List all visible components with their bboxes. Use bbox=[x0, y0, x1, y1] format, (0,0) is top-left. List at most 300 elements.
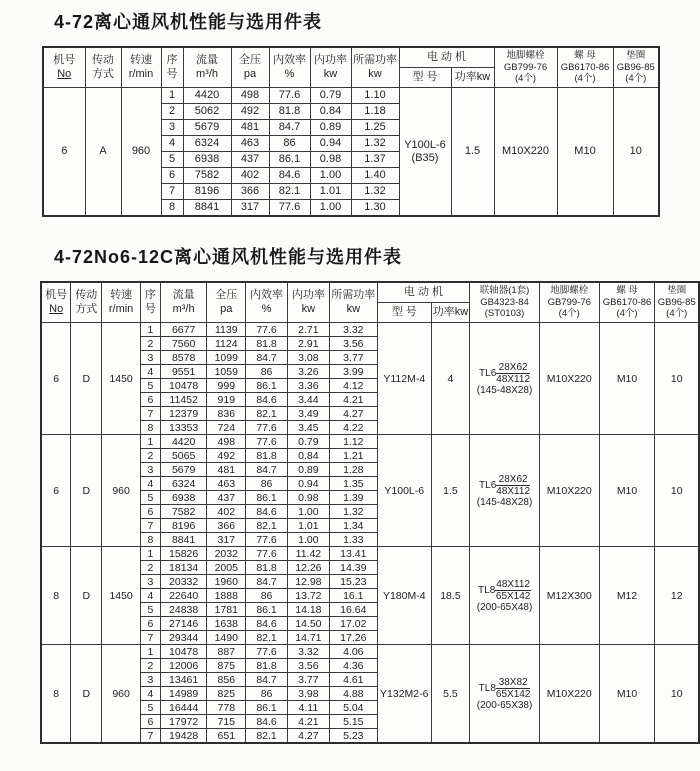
required-power-value: 4.06 bbox=[329, 645, 377, 659]
efficiency-value: 77.6 bbox=[246, 645, 288, 659]
inner-power-value: 0.98 bbox=[310, 152, 351, 168]
efficiency-value: 77.6 bbox=[269, 88, 310, 104]
required-power-value: 15.23 bbox=[329, 575, 377, 589]
pressure-value: 463 bbox=[207, 477, 246, 491]
flow-value: 11452 bbox=[160, 393, 207, 407]
header-anchor-bolt: 地脚螺栓 GB799-76 (4个) bbox=[494, 47, 557, 88]
coupling: TL6 $\frac{28X62}{48X112}$ (145-48X28) bbox=[470, 435, 540, 547]
flow-value: 14989 bbox=[160, 687, 207, 701]
flow-value: 4420 bbox=[160, 435, 207, 449]
pressure-value: 437 bbox=[231, 152, 269, 168]
anchor-bolt: M10X220 bbox=[539, 435, 599, 547]
pressure-value: 919 bbox=[207, 393, 246, 407]
required-power-value: 14.39 bbox=[329, 561, 377, 575]
flow-value: 24838 bbox=[160, 603, 207, 617]
header-required-power: 所需功率 kw bbox=[351, 47, 399, 88]
flow-value: 5679 bbox=[183, 120, 231, 136]
inner-power-value: 4.11 bbox=[287, 701, 329, 715]
speed: 960 bbox=[102, 435, 141, 547]
required-power-value: 3.77 bbox=[329, 351, 377, 365]
pressure-value: 498 bbox=[231, 88, 269, 104]
efficiency-value: 81.8 bbox=[269, 104, 310, 120]
required-power-value: 1.12 bbox=[329, 435, 377, 449]
inner-power-value: 1.00 bbox=[310, 200, 351, 217]
motor-model: Y132M2-6 bbox=[377, 645, 431, 744]
header-motor-power: 功率kw bbox=[451, 68, 494, 88]
seq-no: 1 bbox=[140, 547, 160, 561]
required-power-value: 4.27 bbox=[329, 407, 377, 421]
required-power-value: 4.12 bbox=[329, 379, 377, 393]
table-row bbox=[41, 547, 699, 561]
pressure-value: 856 bbox=[207, 673, 246, 687]
header-seq-no: 序 号 bbox=[161, 47, 183, 88]
fan-performance-table-2 bbox=[40, 281, 700, 744]
efficiency-value: 82.1 bbox=[246, 631, 288, 645]
inner-power-value: 3.77 bbox=[287, 673, 329, 687]
table1-title: 4-72离心通风机性能与选用件表 bbox=[54, 12, 323, 32]
inner-power-value: 2.71 bbox=[287, 323, 329, 337]
machine-no: 8 bbox=[41, 547, 71, 645]
pressure-value: 1124 bbox=[207, 337, 246, 351]
efficiency-value: 81.8 bbox=[246, 337, 288, 351]
seq-no: 3 bbox=[140, 351, 160, 365]
inner-power-value: 0.84 bbox=[310, 104, 351, 120]
efficiency-value: 84.7 bbox=[269, 120, 310, 136]
motor-model: Y180M-4 bbox=[377, 547, 431, 645]
header-nut: 螺 母 GB6170-86 (4个) bbox=[599, 282, 655, 323]
seq-no: 2 bbox=[140, 449, 160, 463]
required-power-value: 1.30 bbox=[351, 200, 399, 217]
flow-value: 8196 bbox=[183, 184, 231, 200]
inner-power-value: 1.01 bbox=[287, 519, 329, 533]
pressure-value: 1139 bbox=[207, 323, 246, 337]
flow-value: 27146 bbox=[160, 617, 207, 631]
pressure-value: 437 bbox=[207, 491, 246, 505]
drive-mode: D bbox=[71, 547, 102, 645]
header-drive-mode: 传动 方式 bbox=[85, 47, 121, 88]
inner-power-value: 3.56 bbox=[287, 659, 329, 673]
pressure-value: 2005 bbox=[207, 561, 246, 575]
motor-power: 1.5 bbox=[431, 435, 469, 547]
flow-value: 5065 bbox=[160, 449, 207, 463]
pressure-value: 715 bbox=[207, 715, 246, 729]
pressure-value: 887 bbox=[207, 645, 246, 659]
flow-value: 8841 bbox=[160, 533, 207, 547]
pressure-value: 498 bbox=[207, 435, 246, 449]
seq-no: 4 bbox=[140, 365, 160, 379]
seq-no: 4 bbox=[140, 687, 160, 701]
required-power-value: 3.32 bbox=[329, 323, 377, 337]
inner-power-value: 0.89 bbox=[287, 463, 329, 477]
drive-mode: D bbox=[71, 645, 102, 744]
pressure-value: 317 bbox=[207, 533, 246, 547]
inner-power-value: 0.79 bbox=[287, 435, 329, 449]
seq-no: 7 bbox=[140, 631, 160, 645]
efficiency-value: 84.6 bbox=[246, 505, 288, 519]
machine-no: 6 bbox=[41, 435, 71, 547]
table1-header bbox=[43, 47, 659, 88]
inner-power-value: 0.79 bbox=[310, 88, 351, 104]
efficiency-value: 86.1 bbox=[246, 491, 288, 505]
table-row bbox=[41, 645, 699, 659]
inner-power-value: 1.00 bbox=[287, 505, 329, 519]
efficiency-value: 84.7 bbox=[246, 673, 288, 687]
inner-power-value: 11.42 bbox=[287, 547, 329, 561]
washer: 10 bbox=[655, 323, 699, 435]
coupling: TL8 $\frac{48X112}{65X142}$ (200-65X48) bbox=[470, 547, 540, 645]
header-drive-mode: 传动 方式 bbox=[71, 282, 102, 323]
flow-value: 29344 bbox=[160, 631, 207, 645]
flow-value: 7582 bbox=[183, 168, 231, 184]
seq-no: 5 bbox=[161, 152, 183, 168]
flow-value: 22640 bbox=[160, 589, 207, 603]
required-power-value: 3.99 bbox=[329, 365, 377, 379]
efficiency-value: 81.8 bbox=[246, 561, 288, 575]
required-power-value: 1.10 bbox=[351, 88, 399, 104]
motor-power: 4 bbox=[431, 323, 469, 435]
header-motor-group: 电 动 机 bbox=[399, 47, 494, 68]
header-motor-group: 电 动 机 bbox=[377, 282, 469, 303]
efficiency-value: 86 bbox=[246, 687, 288, 701]
required-power-value: 4.36 bbox=[329, 659, 377, 673]
seq-no: 4 bbox=[140, 477, 160, 491]
seq-no: 7 bbox=[140, 519, 160, 533]
flow-value: 7582 bbox=[160, 505, 207, 519]
efficiency-value: 84.6 bbox=[246, 715, 288, 729]
flow-value: 13353 bbox=[160, 421, 207, 435]
seq-no: 1 bbox=[140, 435, 160, 449]
pressure-value: 875 bbox=[207, 659, 246, 673]
efficiency-value: 77.6 bbox=[246, 435, 288, 449]
header-speed: 转速 r/min bbox=[121, 47, 161, 88]
washer: 12 bbox=[655, 547, 699, 645]
seq-no: 1 bbox=[140, 323, 160, 337]
flow-value: 19428 bbox=[160, 729, 207, 744]
header-machine-no: 机号 No bbox=[43, 47, 85, 88]
inner-power-value: 14.18 bbox=[287, 603, 329, 617]
table-row bbox=[41, 435, 699, 449]
required-power-value: 4.61 bbox=[329, 673, 377, 687]
flow-value: 8196 bbox=[160, 519, 207, 533]
required-power-value: 1.39 bbox=[329, 491, 377, 505]
flow-value: 17972 bbox=[160, 715, 207, 729]
inner-power-value: 0.94 bbox=[287, 477, 329, 491]
inner-power-value: 3.36 bbox=[287, 379, 329, 393]
efficiency-value: 77.6 bbox=[246, 533, 288, 547]
drive-mode: D bbox=[71, 435, 102, 547]
header-anchor-bolt: 地脚螺栓 GB799-76 (4个) bbox=[539, 282, 599, 323]
inner-power-value: 1.00 bbox=[310, 168, 351, 184]
efficiency-value: 77.6 bbox=[246, 421, 288, 435]
efficiency-value: 82.1 bbox=[246, 729, 288, 744]
header-inner-power: 内功率 kw bbox=[287, 282, 329, 323]
required-power-value: 13.41 bbox=[329, 547, 377, 561]
header-pressure: 全压 pa bbox=[231, 47, 269, 88]
inner-power-value: 0.89 bbox=[310, 120, 351, 136]
inner-power-value: 0.84 bbox=[287, 449, 329, 463]
inner-power-value: 0.94 bbox=[310, 136, 351, 152]
flow-value: 12379 bbox=[160, 407, 207, 421]
pressure-value: 778 bbox=[207, 701, 246, 715]
seq-no: 6 bbox=[161, 168, 183, 184]
coupling: TL8 $\frac{38X82}{65X142}$ (200-65X38) bbox=[470, 645, 540, 744]
pressure-value: 825 bbox=[207, 687, 246, 701]
anchor-bolt: M10X220 bbox=[494, 88, 557, 217]
required-power-value: 4.22 bbox=[329, 421, 377, 435]
efficiency-value: 82.1 bbox=[269, 184, 310, 200]
seq-no: 5 bbox=[140, 491, 160, 505]
table-row bbox=[43, 88, 659, 104]
required-power-value: 4.88 bbox=[329, 687, 377, 701]
pressure-value: 999 bbox=[207, 379, 246, 393]
inner-power-value: 12.26 bbox=[287, 561, 329, 575]
header-machine-no: 机号 No bbox=[41, 282, 71, 323]
nut: M10 bbox=[557, 88, 613, 217]
header-inner-power: 内功率 kw bbox=[310, 47, 351, 88]
table2-group-6D1450 bbox=[41, 323, 699, 435]
flow-value: 8578 bbox=[160, 351, 207, 365]
pressure-value: 366 bbox=[207, 519, 246, 533]
flow-value: 6938 bbox=[160, 491, 207, 505]
header-row-1 bbox=[43, 47, 659, 68]
pressure-value: 1099 bbox=[207, 351, 246, 365]
header-pressure: 全压 pa bbox=[207, 282, 246, 323]
inner-power-value: 3.08 bbox=[287, 351, 329, 365]
washer: 10 bbox=[655, 645, 699, 744]
seq-no: 2 bbox=[161, 104, 183, 120]
pressure-value: 1781 bbox=[207, 603, 246, 617]
efficiency-value: 82.1 bbox=[246, 407, 288, 421]
pressure-value: 1490 bbox=[207, 631, 246, 645]
seq-no: 5 bbox=[140, 603, 160, 617]
table1-group-6A960 bbox=[43, 88, 659, 217]
table2-group-6D960 bbox=[41, 435, 699, 547]
efficiency-value: 86 bbox=[246, 589, 288, 603]
efficiency-value: 84.6 bbox=[269, 168, 310, 184]
seq-no: 6 bbox=[140, 393, 160, 407]
header-row-1 bbox=[41, 282, 699, 303]
required-power-value: 1.25 bbox=[351, 120, 399, 136]
efficiency-value: 86 bbox=[246, 365, 288, 379]
pressure-value: 481 bbox=[231, 120, 269, 136]
nut: M12 bbox=[599, 547, 655, 645]
pressure-value: 836 bbox=[207, 407, 246, 421]
motor-model: Y112M-4 bbox=[377, 323, 431, 435]
efficiency-value: 84.6 bbox=[246, 393, 288, 407]
inner-power-value: 12.98 bbox=[287, 575, 329, 589]
inner-power-value: 1.00 bbox=[287, 533, 329, 547]
seq-no: 8 bbox=[161, 200, 183, 217]
efficiency-value: 86.1 bbox=[246, 379, 288, 393]
efficiency-value: 86.1 bbox=[246, 603, 288, 617]
required-power-value: 1.40 bbox=[351, 168, 399, 184]
seq-no: 7 bbox=[140, 729, 160, 744]
required-power-value: 1.34 bbox=[329, 519, 377, 533]
required-power-value: 17.26 bbox=[329, 631, 377, 645]
flow-value: 8841 bbox=[183, 200, 231, 217]
header-flow: 流量 m³/h bbox=[183, 47, 231, 88]
speed: 1450 bbox=[102, 547, 141, 645]
inner-power-value: 13.72 bbox=[287, 589, 329, 603]
flow-value: 6677 bbox=[160, 323, 207, 337]
efficiency-value: 81.8 bbox=[246, 449, 288, 463]
required-power-value: 1.35 bbox=[329, 477, 377, 491]
flow-value: 6324 bbox=[183, 136, 231, 152]
anchor-bolt: M10X220 bbox=[539, 645, 599, 744]
efficiency-value: 84.7 bbox=[246, 575, 288, 589]
seq-no: 6 bbox=[140, 617, 160, 631]
flow-value: 7560 bbox=[160, 337, 207, 351]
table-row bbox=[41, 323, 699, 337]
seq-no: 6 bbox=[140, 715, 160, 729]
header-motor-model: 型 号 bbox=[377, 303, 431, 323]
speed: 960 bbox=[121, 88, 161, 217]
efficiency-value: 86 bbox=[269, 136, 310, 152]
motor-power: 1.5 bbox=[451, 88, 494, 217]
flow-value: 18134 bbox=[160, 561, 207, 575]
seq-no: 3 bbox=[140, 673, 160, 687]
pressure-value: 1638 bbox=[207, 617, 246, 631]
efficiency-value: 81.8 bbox=[246, 659, 288, 673]
required-power-value: 1.32 bbox=[351, 136, 399, 152]
header-efficiency: 内效率 % bbox=[246, 282, 288, 323]
flow-value: 13461 bbox=[160, 673, 207, 687]
header-washer: 垫圈 GB96-85 (4个) bbox=[655, 282, 699, 323]
motor-model: Y100L-6 bbox=[377, 435, 431, 547]
pressure-value: 366 bbox=[231, 184, 269, 200]
pressure-value: 463 bbox=[231, 136, 269, 152]
seq-no: 8 bbox=[140, 533, 160, 547]
flow-value: 20332 bbox=[160, 575, 207, 589]
efficiency-value: 77.6 bbox=[246, 323, 288, 337]
required-power-value: 5.15 bbox=[329, 715, 377, 729]
motor-power: 5.5 bbox=[431, 645, 469, 744]
washer: 10 bbox=[655, 435, 699, 547]
nut: M10 bbox=[599, 645, 655, 744]
seq-no: 5 bbox=[140, 701, 160, 715]
coupling: TL6 $\frac{28X62}{48X112}$ (145-48X28) bbox=[470, 323, 540, 435]
required-power-value: 1.18 bbox=[351, 104, 399, 120]
pressure-value: 317 bbox=[231, 200, 269, 217]
motor-model: Y100L-6 (B35) bbox=[399, 88, 451, 217]
nut: M10 bbox=[599, 435, 655, 547]
inner-power-value: 3.98 bbox=[287, 687, 329, 701]
required-power-value: 5.04 bbox=[329, 701, 377, 715]
inner-power-value: 3.32 bbox=[287, 645, 329, 659]
pressure-value: 651 bbox=[207, 729, 246, 744]
required-power-value: 1.32 bbox=[351, 184, 399, 200]
header-speed: 转速 r/min bbox=[102, 282, 141, 323]
header-flow: 流量 m³/h bbox=[160, 282, 207, 323]
seq-no: 3 bbox=[140, 463, 160, 477]
efficiency-value: 86 bbox=[246, 477, 288, 491]
flow-value: 16444 bbox=[160, 701, 207, 715]
seq-no: 6 bbox=[140, 505, 160, 519]
header-coupling: 联轴器(1套) GB4323-84 (ST0103) bbox=[470, 282, 540, 323]
seq-no: 4 bbox=[140, 589, 160, 603]
required-power-value: 1.37 bbox=[351, 152, 399, 168]
required-power-value: 1.32 bbox=[329, 505, 377, 519]
header-required-power: 所需功率 kw bbox=[329, 282, 377, 323]
seq-no: 4 bbox=[161, 136, 183, 152]
inner-power-value: 3.49 bbox=[287, 407, 329, 421]
pressure-value: 1960 bbox=[207, 575, 246, 589]
seq-no: 3 bbox=[161, 120, 183, 136]
header-nut: 螺 母 GB6170-86 (4个) bbox=[557, 47, 613, 88]
efficiency-value: 84.7 bbox=[246, 463, 288, 477]
inner-power-value: 14.71 bbox=[287, 631, 329, 645]
required-power-value: 5.23 bbox=[329, 729, 377, 744]
seq-no: 2 bbox=[140, 561, 160, 575]
seq-no: 5 bbox=[140, 379, 160, 393]
efficiency-value: 82.1 bbox=[246, 519, 288, 533]
required-power-value: 16.64 bbox=[329, 603, 377, 617]
flow-value: 10478 bbox=[160, 379, 207, 393]
table2-group-8D960 bbox=[41, 645, 699, 744]
seq-no: 7 bbox=[161, 184, 183, 200]
drive-mode: D bbox=[71, 323, 102, 435]
required-power-value: 3.56 bbox=[329, 337, 377, 351]
table2-title: 4-72No6-12C离心通风机性能与选用件表 bbox=[54, 247, 403, 267]
header-efficiency: 内效率 % bbox=[269, 47, 310, 88]
seq-no: 7 bbox=[140, 407, 160, 421]
pressure-value: 2032 bbox=[207, 547, 246, 561]
fan-performance-table-1 bbox=[42, 46, 660, 217]
washer: 10 bbox=[613, 88, 659, 217]
required-power-value: 1.28 bbox=[329, 463, 377, 477]
seq-no: 2 bbox=[140, 659, 160, 673]
inner-power-value: 3.44 bbox=[287, 393, 329, 407]
efficiency-value: 84.7 bbox=[246, 351, 288, 365]
flow-value: 6938 bbox=[183, 152, 231, 168]
inner-power-value: 3.45 bbox=[287, 421, 329, 435]
flow-value: 5679 bbox=[160, 463, 207, 477]
inner-power-value: 2.91 bbox=[287, 337, 329, 351]
flow-value: 5062 bbox=[183, 104, 231, 120]
efficiency-value: 86.1 bbox=[246, 701, 288, 715]
pressure-value: 402 bbox=[231, 168, 269, 184]
inner-power-value: 4.21 bbox=[287, 715, 329, 729]
pressure-value: 402 bbox=[207, 505, 246, 519]
pressure-value: 1888 bbox=[207, 589, 246, 603]
flow-value: 12006 bbox=[160, 659, 207, 673]
pressure-value: 492 bbox=[231, 104, 269, 120]
header-motor-power: 功率kw bbox=[431, 303, 469, 323]
speed: 1450 bbox=[102, 323, 141, 435]
seq-no: 8 bbox=[140, 421, 160, 435]
required-power-value: 17.02 bbox=[329, 617, 377, 631]
seq-no: 1 bbox=[161, 88, 183, 104]
efficiency-value: 86.1 bbox=[269, 152, 310, 168]
inner-power-value: 3.26 bbox=[287, 365, 329, 379]
inner-power-value: 1.01 bbox=[310, 184, 351, 200]
machine-no: 8 bbox=[41, 645, 71, 744]
header-seq-no: 序 号 bbox=[140, 282, 160, 323]
machine-no: 6 bbox=[43, 88, 85, 217]
flow-value: 9551 bbox=[160, 365, 207, 379]
header-motor-model: 型 号 bbox=[399, 68, 451, 88]
motor-power: 18.5 bbox=[431, 547, 469, 645]
seq-no: 3 bbox=[140, 575, 160, 589]
efficiency-value: 84.6 bbox=[246, 617, 288, 631]
efficiency-value: 77.6 bbox=[269, 200, 310, 217]
drive-mode: A bbox=[85, 88, 121, 217]
inner-power-value: 14.50 bbox=[287, 617, 329, 631]
pressure-value: 492 bbox=[207, 449, 246, 463]
pressure-value: 1059 bbox=[207, 365, 246, 379]
efficiency-value: 77.6 bbox=[246, 547, 288, 561]
pressure-value: 481 bbox=[207, 463, 246, 477]
